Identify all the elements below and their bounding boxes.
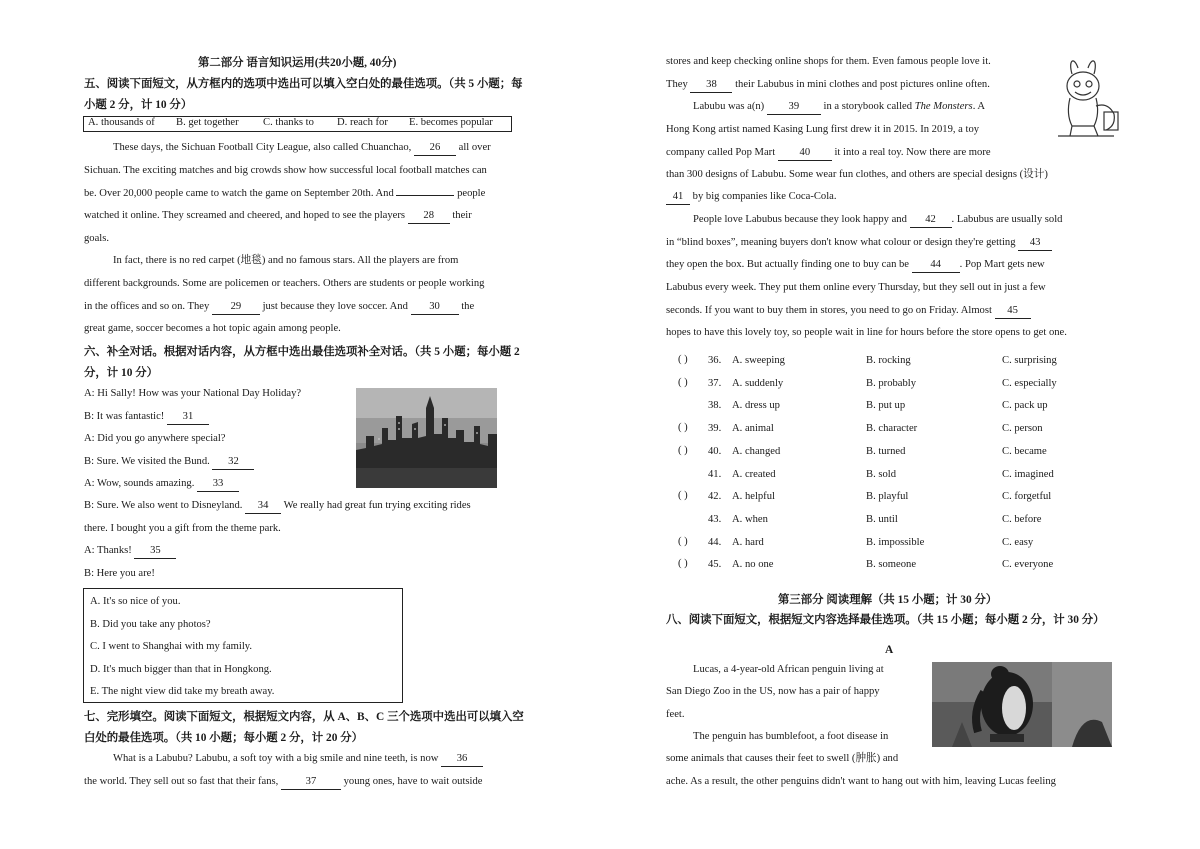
blank-28: 28 <box>408 209 450 224</box>
blank-30: 30 <box>411 300 459 315</box>
sec5-line: These days, the Sichuan Football City League, also called Chuanchao, 26 all over <box>113 141 491 156</box>
choice-c: C. pack up <box>1002 400 1048 411</box>
sec5-instruction-1: 五、阅读下面短文，从方框内的选项中选出可以填入空白处的最佳选项。（共 5 小题；每 <box>84 78 523 90</box>
choice-number: 37. <box>708 378 722 389</box>
blank-42: 42 <box>910 213 952 228</box>
lucas-line: some animals that causes their feet to swell (肿胀) and <box>666 753 899 764</box>
dialog-line: B: Here you are! <box>84 568 155 579</box>
right-page <box>600 0 1200 849</box>
choice-c: C. especially <box>1002 378 1057 389</box>
choice-c: C. everyone <box>1002 559 1054 570</box>
answer-paren: ( ) <box>678 422 688 433</box>
choice-number: 36. <box>708 355 722 366</box>
answer-paren: ( ) <box>678 536 688 547</box>
choice-number: 40. <box>708 446 722 457</box>
blank-45: 45 <box>995 304 1031 319</box>
choice-a: A. hard <box>732 537 764 548</box>
sec6-option-e: E. The night view did take my breath away. <box>90 686 275 697</box>
sec6-option-d: D. It's much bigger than that in Hongkong. <box>90 664 272 675</box>
choice-b: B. character <box>866 423 918 434</box>
sec5-line: goals. <box>84 233 110 244</box>
choice-a: A. no one <box>732 559 774 570</box>
sec5-line: watched it online. They screamed and cheered, and hoped to see the players 28 their <box>84 209 472 224</box>
sec8-instruction: 八、阅读下面短文，根据短文内容选择最佳选项。（共 15 小题；每小题 2 分，计 30 分） <box>666 614 1105 626</box>
passage-line: They 38 their Labubus in mini clothes and post pictures online often. <box>666 78 990 93</box>
passage-line: People love Labubus because they look happy and 42 . Labubus are usually sold <box>693 213 1062 228</box>
choice-b: B. impossible <box>866 537 925 548</box>
blank-41: 41 <box>666 190 690 205</box>
blank-31: 31 <box>167 410 209 425</box>
sec5-line: in the offices and so on. They 29 just because they love soccer. And 30 the <box>84 300 474 315</box>
blank-27 <box>396 195 454 196</box>
dialog-line: B: Sure. We visited the Bund. 32 <box>84 455 254 470</box>
passage-line: seconds. If you want to buy them in stores, you need to go on Friday. Almost 45 <box>666 304 1031 319</box>
sec5-line: great game, soccer becomes a hot topic again among people. <box>84 323 341 334</box>
blank-38: 38 <box>690 78 732 93</box>
blank-34: 34 <box>245 499 281 514</box>
choice-b: B. rocking <box>866 355 911 366</box>
passage-line: Labubus every week. They put them online every Thursday, but they sell out in just a few <box>666 282 1046 293</box>
choice-a: A. created <box>732 469 776 480</box>
choice-a: A. when <box>732 514 768 525</box>
passage-letter: A <box>885 644 894 656</box>
choice-number: 43. <box>708 514 722 525</box>
choice-number: 41. <box>708 469 722 480</box>
choice-c: C. person <box>1002 423 1043 434</box>
shanghai-skyline-photo <box>356 388 497 488</box>
choice-a: A. helpful <box>732 491 775 502</box>
blank-39: 39 <box>767 100 821 115</box>
sec7-line: the world. They sell out so fast that their fans, 37 young ones, have to wait outside <box>84 775 482 790</box>
blank-29: 29 <box>212 300 260 315</box>
blank-43: 43 <box>1018 236 1052 251</box>
sec7-instruction-1: 七、完形填空。阅读下面短文，根据短文内容，从 A、B、C 三个选项中选出可以填入空 <box>84 711 524 723</box>
choice-c: C. imagined <box>1002 469 1054 480</box>
choice-b: B. probably <box>866 378 917 389</box>
blank-36: 36 <box>441 752 483 767</box>
lucas-line: feet. <box>666 709 685 720</box>
passage-line: stores and keep checking online shops for them. Even famous people love it. <box>666 56 991 67</box>
passage-line: they open the box. But actually finding one to buy can be 44 . Pop Mart gets new <box>666 258 1045 273</box>
choice-b: B. sold <box>866 469 897 480</box>
passage-line: Hong Kong artist named Kasing Lung first drew it in 2015. In 2019, a toy <box>666 124 980 135</box>
lucas-line: The penguin has bumblefoot, a foot disease in <box>693 731 889 742</box>
blank-44: 44 <box>912 258 960 273</box>
blank-32: 32 <box>212 455 254 470</box>
choice-c: C. surprising <box>1002 355 1057 366</box>
choice-b: B. playful <box>866 491 909 502</box>
sec6-option-a: A. It's so nice of you. <box>90 596 181 607</box>
choice-number: 42. <box>708 491 722 502</box>
choice-a: A. dress up <box>732 400 780 411</box>
sec7-line: What is a Labubu? Labubu, a soft toy with a big smile and nine teeth, is now 36 <box>113 752 483 767</box>
choice-c: C. became <box>1002 446 1047 457</box>
choice-number: 38. <box>708 400 722 411</box>
blank-37: 37 <box>281 775 341 790</box>
dialog-line: there. I bought you a gift from the theme park. <box>84 523 281 534</box>
lucas-line: San Diego Zoo in the US, now has a pair of happy <box>666 686 880 697</box>
choice-c: C. before <box>1002 514 1042 525</box>
answer-paren: ( ) <box>678 377 688 388</box>
labubu-illustration <box>1048 54 1124 144</box>
sec5-line: different backgrounds. Some are policemen or teachers. Others are students or people working <box>84 278 485 289</box>
dialog-line: A: Hi Sally! How was your National Day Holiday? <box>84 388 302 399</box>
passage-line: 41 by big companies like Coca-Cola. <box>666 190 837 205</box>
sec6-option-b: B. Did you take any photos? <box>90 619 211 630</box>
answer-paren: ( ) <box>678 354 688 365</box>
choice-c: C. forgetful <box>1002 491 1052 502</box>
choice-number: 45. <box>708 559 722 570</box>
passage-line: company called Pop Mart 40 it into a real toy. Now there are more <box>666 146 991 161</box>
choice-b: B. turned <box>866 446 906 457</box>
dialog-line: A: Did you go anywhere special? <box>84 433 226 444</box>
choice-number: 39. <box>708 423 722 434</box>
dialog-line: B: It was fantastic! 31 <box>84 410 209 425</box>
sec5-option-e: E. becomes popular <box>409 117 493 128</box>
blank-33: 33 <box>197 477 239 492</box>
part3-title: 第三部分 阅读理解（共 15 小题；计 30 分） <box>778 594 998 606</box>
choice-b: B. until <box>866 514 898 525</box>
lucas-line: ache. As a result, the other penguins didn't want to hang out with him, leaving Lucas feeling <box>666 776 1056 787</box>
sec5-line: Sichuan. The exciting matches and big crowds show how successful local football matches can <box>84 165 487 176</box>
passage-line: in “blind boxes”, meaning buyers don't know what colour or design they're getting 43 <box>666 236 1052 251</box>
sec6-option-c: C. I went to Shanghai with my family. <box>90 641 253 652</box>
passage-line: Labubu was a(n) 39 in a storybook called The Monsters. A <box>693 100 985 115</box>
choice-a: A. changed <box>732 446 781 457</box>
blank-35: 35 <box>134 544 176 559</box>
dialog-line: B: Sure. We also went to Disneyland. 34 We really had great fun trying exciting rides <box>84 499 471 514</box>
choice-c: C. easy <box>1002 537 1034 548</box>
sec5-option-b: B. get together <box>176 117 239 128</box>
sec5-option-c: C. thanks to <box>263 117 314 128</box>
choice-a: A. suddenly <box>732 378 784 389</box>
sec5-line: In fact, there is no red carpet (地毯) and no famous stars. All the players are from <box>113 255 459 266</box>
choice-b: B. put up <box>866 400 906 411</box>
penguin-photo <box>932 662 1112 747</box>
passage-line: hopes to have this lovely toy, so people wait in line for hours before the store opens to get one. <box>666 327 1067 338</box>
sec7-instruction-2: 白处的最佳选项。（共 10 小题；每小题 2 分，计 20 分） <box>84 732 364 744</box>
choice-a: A. animal <box>732 423 774 434</box>
choice-a: A. sweeping <box>732 355 785 366</box>
dialog-line: A: Thanks! 35 <box>84 544 176 559</box>
choice-number: 44. <box>708 537 722 548</box>
sec5-option-a: A. thousands of <box>88 117 155 128</box>
sec5-line: be. Over 20,000 people came to watch the game on September 20th. And people <box>84 188 486 199</box>
passage-line: than 300 designs of Labubu. Some wear fun clothes, and others are special designs (设计) <box>666 169 1048 180</box>
sec5-instruction-2: 小题 2 分，计 10 分） <box>84 99 193 111</box>
sec6-instruction-1: 六、补全对话。根据对话内容，从方框中选出最佳选项补全对话。（共 5 小题；每小题 2 <box>84 346 520 358</box>
blank-40: 40 <box>778 146 832 161</box>
dialog-line: A: Wow, sounds amazing. 33 <box>84 477 239 492</box>
part2-title: 第二部分 语言知识运用(共20小题, 40分) <box>198 57 397 69</box>
choice-b: B. someone <box>866 559 917 570</box>
sec6-instruction-2: 分，计 10 分） <box>84 367 159 379</box>
answer-paren: ( ) <box>678 490 688 501</box>
blank-26: 26 <box>414 141 456 156</box>
answer-paren: ( ) <box>678 558 688 569</box>
sec5-option-d: D. reach for <box>337 117 388 128</box>
answer-paren: ( ) <box>678 445 688 456</box>
lucas-line: Lucas, a 4-year-old African penguin living at <box>693 664 884 675</box>
